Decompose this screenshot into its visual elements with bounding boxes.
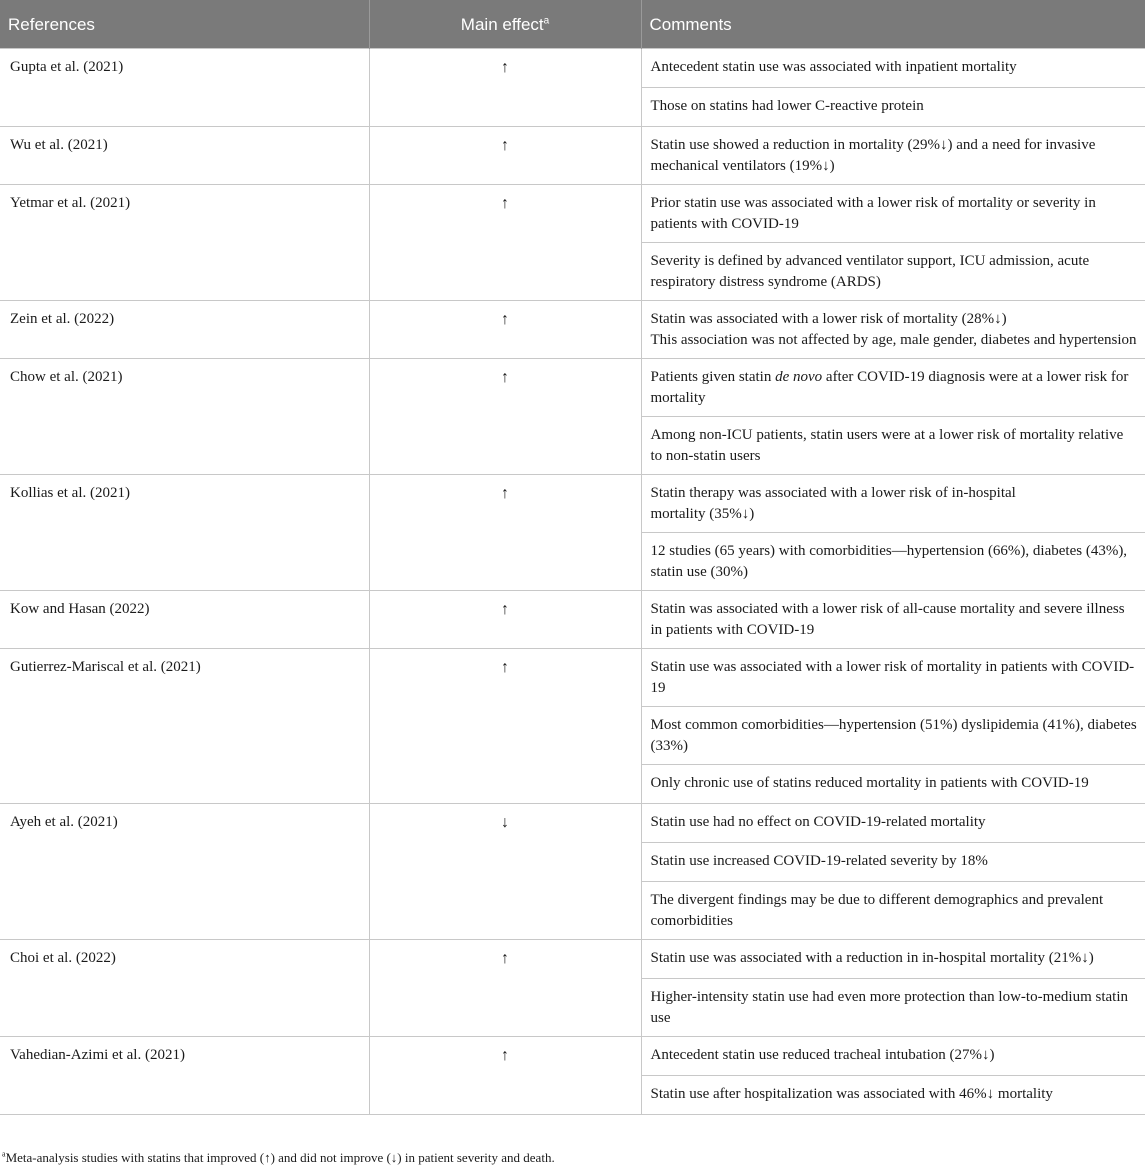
header-main-effect (369, 0, 641, 49)
table-row (0, 649, 1145, 707)
effect-cell: ↑ (369, 127, 641, 185)
effect-cell: ↑ (369, 475, 641, 591)
effect-cell: ↑ (369, 649, 641, 804)
table-row (0, 475, 1145, 533)
effect-cell: ↑ (369, 940, 641, 1037)
comment-cell: Only chronic use of statins reduced mortality in patients with COVID-19 (641, 765, 1145, 804)
reference-cell: Yetmar et al. (2021) (0, 185, 369, 301)
comment-cell: Most common comorbidities—hypertension (51%) dyslipidemia (41%), diabetes (33%) (641, 707, 1145, 765)
effect-cell: ↑ (369, 359, 641, 475)
table-row (0, 940, 1145, 979)
reference-cell: Kollias et al. (2021) (0, 475, 369, 591)
reference-cell: Kow and Hasan (2022) (0, 591, 369, 649)
comment-text: after COVID-19 diagnosis were at a lower risk for mortality (650, 369, 1129, 406)
footnote-mark: a (2, 1149, 6, 1159)
comment-cell: Statin use was associated with a lower risk of mortality in patients with COVID-19 (641, 649, 1145, 707)
comment-cell: Antecedent statin use reduced tracheal intubation (27%↓) (641, 1037, 1145, 1076)
comment-cell: Severity is defined by advanced ventilator support, ICU admission, acute respiratory distress syndrome (ARDS) (641, 243, 1145, 301)
comment-italic-term: de novo (775, 369, 823, 385)
comment-cell: Statin use had no effect on COVID-19-related mortality (641, 804, 1145, 843)
comment-cell: Statin use was associated with a reduction in in-hospital mortality (21%↓) (641, 940, 1145, 979)
comment-cell (641, 301, 1145, 359)
table-row (0, 1037, 1145, 1076)
table-header-row (0, 0, 1145, 49)
comment-cell: Statin use showed a reduction in mortality (29%↓) and a need for invasive mechanical ventilators (19%↓) (641, 127, 1145, 185)
comment-cell: Statin was associated with a lower risk of all-cause mortality and severe illness in patients with COVID-19 (641, 591, 1145, 649)
effect-cell: ↑ (369, 301, 641, 359)
comment-line: Statin was associated with a lower risk of mortality (28%↓) (650, 311, 1007, 327)
reference-cell: Choi et al. (2022) (0, 940, 369, 1037)
reference-cell: Chow et al. (2021) (0, 359, 369, 475)
reference-cell: Vahedian-Azimi et al. (2021) (0, 1037, 369, 1115)
comment-cell (641, 359, 1145, 417)
header-comments: Comments (641, 0, 1145, 49)
effect-cell: ↑ (369, 49, 641, 127)
reference-cell: Wu et al. (2021) (0, 127, 369, 185)
header-main-effect-label: Main effect (460, 14, 544, 34)
table-row (0, 804, 1145, 843)
comment-text: Patients given statin (650, 369, 772, 385)
comment-cell: Among non-ICU patients, statin users were at a lower risk of mortality relative to non-statin users (641, 417, 1145, 475)
header-footnote-mark: a (543, 14, 550, 26)
header-references: References (0, 0, 369, 49)
comment-cell: Higher-intensity statin use had even more protection than low-to-medium statin use (641, 979, 1145, 1037)
reference-cell: Gutierrez-Mariscal et al. (2021) (0, 649, 369, 804)
effect-cell: ↑ (369, 185, 641, 301)
comment-cell: Prior statin use was associated with a lower risk of mortality or severity in patients with COVID-19 (641, 185, 1145, 243)
comment-cell: The divergent findings may be due to different demographics and prevalent comorbidities (641, 882, 1145, 940)
table-row (0, 359, 1145, 417)
comment-cell: Those on statins had lower C-reactive protein (641, 88, 1145, 127)
comment-cell: 12 studies (65 years) with comorbidities—hypertension (66%), diabetes (43%), statin use (30%) (641, 533, 1145, 591)
table-footnote (2, 1150, 555, 1166)
effect-cell: ↑ (369, 1037, 641, 1115)
footnote-text: Meta-analysis studies with statins that improved (↑) and did not improve (↓) in patient severity and death. (5, 1150, 555, 1165)
comment-cell: Statin therapy was associated with a lower risk of in-hospital mortality (35%↓) (641, 475, 1145, 533)
comment-cell: Antecedent statin use was associated with inpatient mortality (641, 49, 1145, 88)
table-row (0, 591, 1145, 649)
effect-cell: ↓ (369, 804, 641, 940)
comment-cell: Statin use after hospitalization was associated with 46%↓ mortality (641, 1076, 1145, 1115)
reference-cell: Zein et al. (2022) (0, 301, 369, 359)
effect-cell: ↑ (369, 591, 641, 649)
table-row (0, 49, 1145, 88)
table-row (0, 185, 1145, 243)
table-row (0, 301, 1145, 359)
reference-cell: Ayeh et al. (2021) (0, 804, 369, 940)
comment-cell: Statin use increased COVID-19-related severity by 18% (641, 843, 1145, 882)
table-row (0, 127, 1145, 185)
reference-cell: Gupta et al. (2021) (0, 49, 369, 127)
comment-line: This association was not affected by age, male gender, diabetes and hypertension (650, 332, 1137, 348)
